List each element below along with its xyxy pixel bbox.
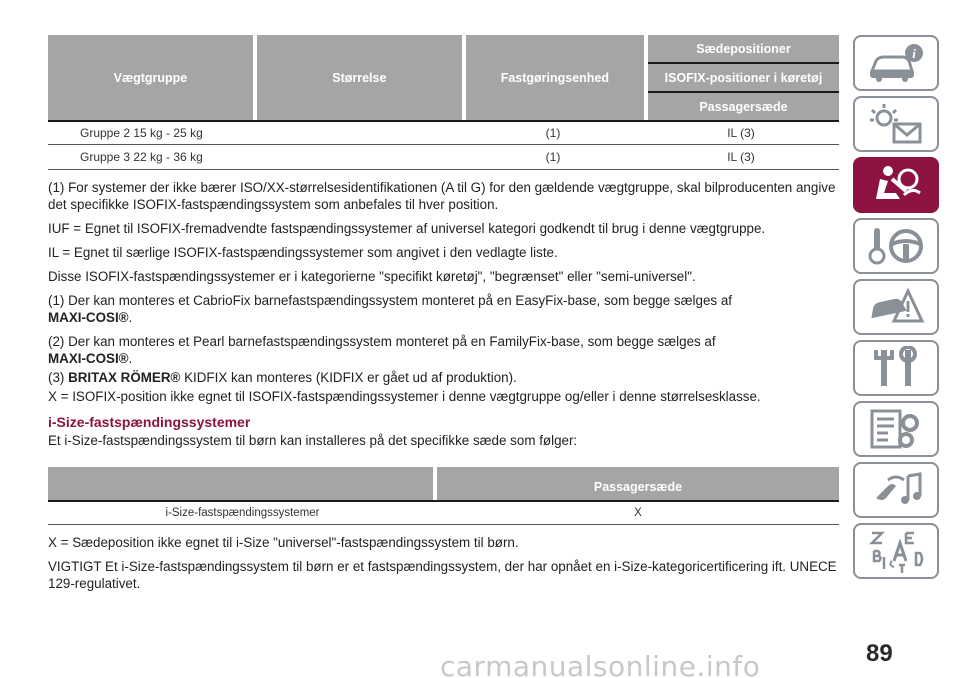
alphabetical-index-icon <box>866 529 926 573</box>
cell-weight-group: Gruppe 2 15 kg - 25 kg <box>80 126 203 140</box>
tab-emergency[interactable] <box>853 279 939 335</box>
note-categories: Disse ISOFIX-fastspændingssystemer er i kategorierne "specifikt køretøj", "begrænset" eller "semi-universel". <box>48 269 696 284</box>
cell-fixing-unit: (1) <box>545 150 561 164</box>
isofix-table-header <box>48 35 839 120</box>
tab-multimedia[interactable] <box>853 462 939 518</box>
isize-x-definition: X = Sædeposition ikke egnet til i-Size "universel"-fastspændingssystem til børn. <box>48 535 519 550</box>
note-1: (1) For systemer der ikke bærer ISO/XX-størrelsesidentifikationen (A til G) for den gældende vægtgruppe, skal bilproducenten angive det specifikke ISOFIX-fastspændingssystem som anbefales til hver position. <box>48 180 836 212</box>
note-2-text: (2) Der kan monteres et Pearl barnefastspændingssystem monteret på en FamilyFix-base, som begge sælges af <box>48 334 716 349</box>
header-passenger-seat: Passagersæde <box>437 467 839 500</box>
note-2-punct: . <box>128 351 133 366</box>
table-row <box>48 500 839 525</box>
cell-isize-value: X <box>634 507 642 519</box>
header-weight-group: Vægtgruppe <box>48 35 253 120</box>
isize-table-header <box>48 467 839 500</box>
car-info-icon <box>866 41 926 85</box>
table-row <box>48 145 839 170</box>
airbag-seat-icon <box>866 163 926 207</box>
breakdown-icon <box>866 285 926 329</box>
isize-important: VIGTIGT Et i-Size-fastspændingssystem til børn er et fastspændingssystem, der har opnået en i-Size-kategoricertificering ift. UNECE 129-regulativet. <box>48 559 837 591</box>
brand-maxi-cosi: MAXI-COSI® <box>48 351 129 366</box>
tab-warning-lights[interactable] <box>853 96 939 152</box>
tab-maintenance[interactable] <box>853 340 939 396</box>
svg-text:i: i <box>912 46 916 61</box>
note-2 <box>48 333 839 367</box>
note-x-definition: X = ISOFIX-position ikke egnet til ISOFIX-fastspændingssystemer i denne vægtgruppe og/eller i denne størrelsesklasse. <box>48 389 761 404</box>
multimedia-icon <box>866 468 926 512</box>
brand-britax-romer: BRITAX RÖMER® <box>68 370 181 385</box>
cell-weight-group: Gruppe 3 22 kg - 36 kg <box>80 150 203 164</box>
header-size: Størrelse <box>257 35 462 120</box>
tab-safety[interactable] <box>853 157 939 213</box>
wrench-tools-icon <box>866 346 926 390</box>
watermark: carmanualsonline.info <box>440 650 761 678</box>
page-content <box>48 35 839 592</box>
header-isofix-positions: ISOFIX-positioner i køretøj <box>648 62 839 91</box>
warning-lights-icon <box>866 102 926 146</box>
header-passenger-seat: Passagersæde <box>648 91 839 120</box>
note-3 <box>48 369 839 386</box>
tab-starting-driving[interactable] <box>853 218 939 274</box>
note-1b-text: (1) Der kan monteres et CabrioFix barnefastspændingssystem monteret på en EasyFix-base, som begge sælges af <box>48 293 732 308</box>
specifications-gear-icon <box>866 407 926 451</box>
header-seat-positions-group <box>648 35 839 120</box>
tab-car-info[interactable] <box>853 35 939 91</box>
cell-passenger-seat: IL (3) <box>727 126 755 140</box>
tab-index[interactable] <box>853 523 939 579</box>
header-seat-positions: Sædepositioner <box>648 35 839 62</box>
header-empty <box>48 467 433 500</box>
note-3-prefix: (3) <box>48 370 69 385</box>
chapter-sidebar <box>853 35 939 584</box>
cell-passenger-seat: IL (3) <box>727 150 755 164</box>
key-steering-icon <box>866 224 926 268</box>
note-1b-punct: . <box>128 310 133 325</box>
page-number: 89 <box>866 640 893 667</box>
section-title: i-Size-fastspændingssystemer <box>48 414 251 430</box>
tab-technical-data[interactable] <box>853 401 939 457</box>
header-fixing-unit: Fastgøringsenhed <box>466 35 644 120</box>
cell-fixing-unit: (1) <box>545 126 561 140</box>
note-1b <box>48 292 839 326</box>
note-3-text: KIDFIX kan monteres (KIDFIX er gået ud af produktion). <box>180 370 517 385</box>
note-iuf: IUF = Egnet til ISOFIX-fremadvendte fastspændingssystemer af universel kategori godkendt til brug i denne vægtgruppe. <box>48 221 766 236</box>
cell-isize-label: i-Size-fastspændingssystemer <box>165 507 320 519</box>
table-row <box>48 120 839 145</box>
brand-maxi-cosi: MAXI-COSI® <box>48 310 129 325</box>
note-il: IL = Egnet til særlige ISOFIX-fastspændingssystemer som angivet i den vedlagte liste. <box>48 245 558 260</box>
isize-intro: Et i-Size-fastspændingssystem til børn kan installeres på det specifikke sæde som følger: <box>48 433 578 448</box>
